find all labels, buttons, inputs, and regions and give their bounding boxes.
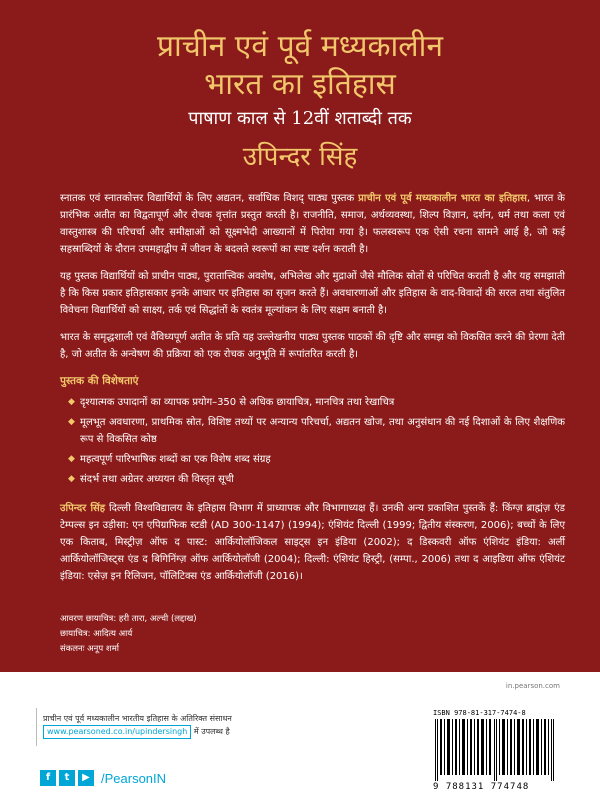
credit-line: छायाचित्र: आदित्य आर्य xyxy=(60,629,133,639)
title-block xyxy=(0,28,600,174)
blurb-paragraph-1 xyxy=(60,190,565,258)
diamond-bullet-icon: ◆ xyxy=(68,397,75,407)
youtube-icon[interactable]: ▶ xyxy=(78,770,94,786)
barcode-number: 9 788131 774748 xyxy=(433,782,530,792)
blurb-paragraph-3: भारत के समृद्धशाली एवं वैविध्यपूर्ण अतीत के प्रति यह उल्लेखनीय पाठ्य पुस्तक पाठकों की दृष्टि और समझ को विकसित करने की प्रेरणा देती है, जो अतीत के अन्वेषण की प्रक्रिया को एक रोचक अनुभूति में रूपांतरित करती है। xyxy=(60,332,565,360)
feature-item xyxy=(68,394,565,411)
features-list xyxy=(68,394,565,488)
footer-panel xyxy=(0,672,600,801)
feature-text: महत्वपूर्ण पारिभाषिक शब्दों का एक विशेष शब्द संग्रह xyxy=(80,454,271,465)
resources-link[interactable]: www.pearsoned.co.in/upindersingh xyxy=(43,725,191,739)
book-title-line-2: भारत का इतिहास xyxy=(204,67,396,102)
credit-line: आवरण छायाचित्र: हरी तारा, अल्ची (लद्दाख) xyxy=(60,614,197,624)
blurb-paragraph-2: यह पुस्तक विद्यार्थियों को प्राचीन पाठ्य, पुरातात्त्विक अवशेष, अभिलेख और मुद्राओं जैसे मौलिक स्रोतों से परिचित कराती है और यह समझाती है कि किस प्रकार इतिहासकार इनके आधार पर इतिहास का सृजन करते हैं। अवधारणाओं और इतिहास के वाद-विवादों की सरल तथा संतुलित विवेचना विद्यार्थियों को साक्ष्य, तर्क एवं सिद्धांतों के स्वतंत्र मूल्यांकन के लिए सक्षम बनाती है। xyxy=(60,271,565,316)
para1-book-title: प्राचीन एवं पूर्व मध्यकालीन भारत का इतिहास xyxy=(358,193,527,204)
para1-pre: स्नातक एवं स्नातकोत्तर विद्यार्थियों के लिए अद्यतन, सर्वाधिक विशद् पाठ्य पुस्तक xyxy=(60,193,359,204)
social-links xyxy=(40,770,166,786)
facebook-icon[interactable]: f xyxy=(40,770,56,786)
author-name: उपिन्दर सिंह xyxy=(242,142,358,172)
resources-notice xyxy=(36,708,346,746)
para1-post: , भारत के प्रारंभिक अतीत का विद्वतापूर्ण और रोचक वृत्तांत प्रस्तुत करती है। राजनीति, समाज, अर्थव्यवस्था, शिल्प विज्ञान, दर्शन, धर्म तथा कला एवं वास्तुशास्त्र की परिचर्चा और समीक्षाओं को सूक्ष्मभेदी आख्यानों में पिरोया गया है। फलस्वरूप एक ऐसी रचना सामने आई है, जो कई सहस्राब्दियों के दौरान उपमहाद्वीप में जीवन के बदलते स्वरूपों का स्पष्ट दर्शन कराती है। xyxy=(60,193,565,255)
feature-text: मूलभूत अवधारणा, प्राथमिक स्रोत, विशिष्ट तथ्यों पर अन्यान्य परिचर्चा, अद्यतन खोज, तथा अनुसंधान की नई दिशाओं के लिए शैक्षणिक रूप से विकसित कोष्ठ xyxy=(80,417,565,445)
publisher-url[interactable]: in.pearson.com xyxy=(505,682,560,690)
social-handle[interactable]: /PearsonIN xyxy=(101,770,167,786)
blurb xyxy=(60,190,565,595)
isbn-label: ISBN 978-81-317-7474-8 xyxy=(433,709,526,717)
bio-author-name: उपिन्दर सिंह xyxy=(60,503,106,514)
book-subtitle: पाषाण काल से 12वीं शताब्दी तक xyxy=(188,108,412,129)
resources-link-line xyxy=(43,725,340,739)
feature-text: संदर्भ तथा अग्रेतर अध्ययन की विस्तृत सूची xyxy=(80,474,234,485)
feature-text: दृश्यात्मक उपादानों का व्यापक प्रयोग–350 से अधिक छायाचित्र, मानचित्र तथा रेखाचित्र xyxy=(80,397,395,408)
bio-text: दिल्ली विश्वविद्यालय के इतिहास विभाग में प्राध्यापक और विभागाध्यक्ष हैं। उनकी अन्य प्रकाशित पुस्तकें हैं: किंग्ज़ ब्राह्मंज़ एंड टेम्पल्स इन उड़ीसा: एन एपिग्राफिक स्टडी (AD 300-1147) (1994); एंशियंट दिल्ली (1999; द्वितीय संस्करण, 2006); बच्चों के लिए एक किताब, मिस्ट्रीज़ ऑफ द पास्ट: आर्कियोलॉजिकल साइट्स इन इंडिया (2002); द डिस्कवरी ऑफ एंशियंट इंडिया: अर्ली आर्कियोलॉजिस्ट्स एंड द बिगिनिंग्ज़ ऑफ आर्कियोलॉजी (2004); दिल्ली: एंशियंट हिस्ट्री, (सम्पा., 2006) तथा द आइडिया ऑफ एंशियंट इंडिया: एसेज़ इन रिलिजन, पॉलिटिक्स एंड आर्कियोलॉजी (2016)। xyxy=(60,503,565,582)
feature-item xyxy=(68,471,565,488)
barcode-icon xyxy=(433,719,563,781)
photo-credits xyxy=(60,612,197,657)
book-title-line-1: प्राचीन एवं पूर्व मध्यकालीन xyxy=(156,29,444,64)
author-bio xyxy=(60,500,565,585)
diamond-bullet-icon: ◆ xyxy=(68,454,75,464)
resources-link-suffix: में उपलब्ध है xyxy=(191,727,230,736)
feature-item xyxy=(68,451,565,468)
twitter-icon[interactable]: t xyxy=(59,770,75,786)
feature-item xyxy=(68,414,565,448)
diamond-bullet-icon: ◆ xyxy=(68,417,75,427)
credit-line: संकलनः अनूप शर्मा xyxy=(60,644,119,654)
features-heading: पुस्तक की विशेषताएं xyxy=(60,375,139,387)
resources-text: प्राचीन एवं पूर्व मध्यकालीन भारतीय इतिहास के अतिरिक्त संसाधन xyxy=(43,714,232,723)
diamond-bullet-icon: ◆ xyxy=(68,474,75,484)
